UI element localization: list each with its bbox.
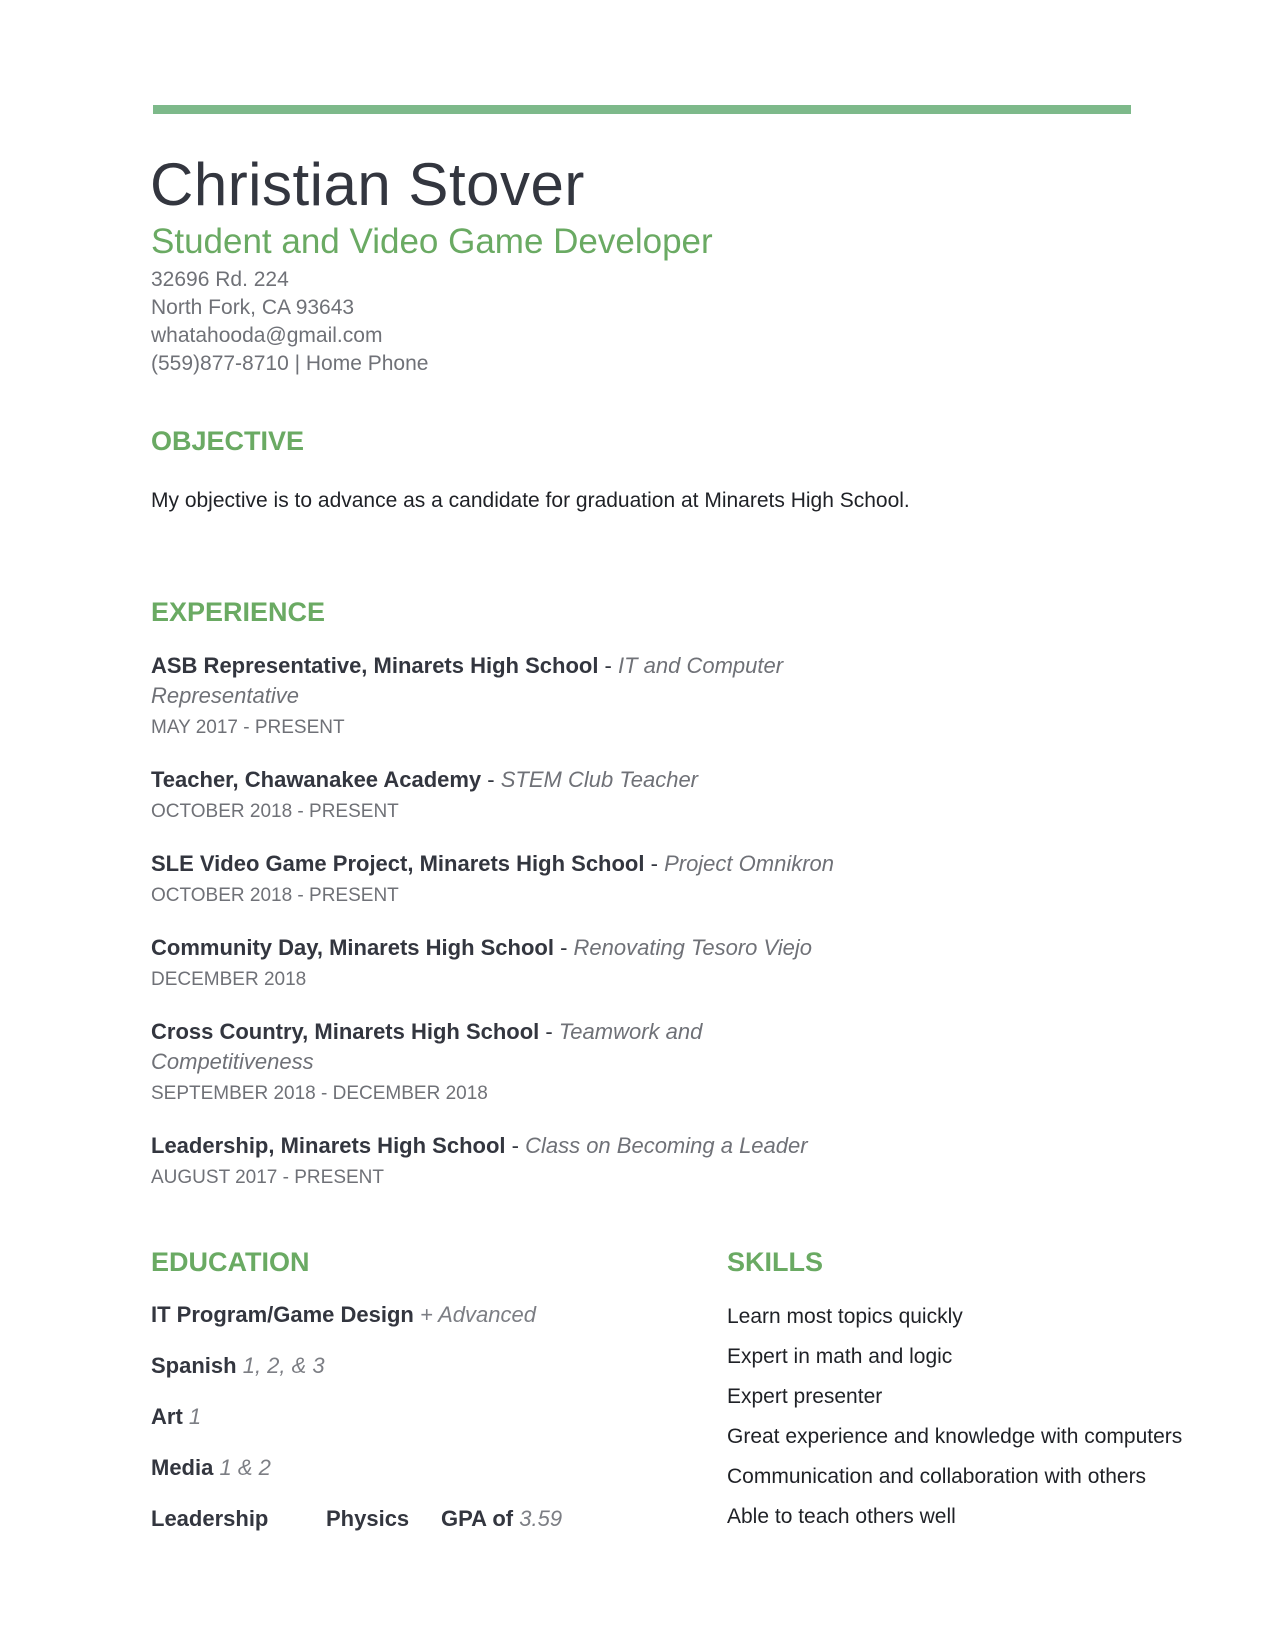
course-name: Media — [151, 1455, 214, 1480]
experience-org: Leadership, Minarets High School — [151, 1133, 506, 1158]
course-name: Spanish — [151, 1353, 237, 1378]
experience-role: Project Omnikron — [664, 851, 835, 876]
course-detail: + Advanced — [419, 1302, 536, 1327]
experience-role: Class on Becoming a Leader — [525, 1133, 808, 1158]
education-item — [151, 1353, 325, 1379]
address-line-1: 32696 Rd. 224 — [151, 268, 289, 291]
candidate-name: Christian Stover — [150, 151, 585, 218]
course-detail: 1 & 2 — [219, 1455, 271, 1480]
skill-item: Communication and collaboration with others — [727, 1465, 1147, 1488]
experience-dates: DECEMBER 2018 — [151, 969, 307, 990]
education-item — [151, 1302, 536, 1328]
gpa-value: 3.59 — [519, 1506, 563, 1531]
skill-item: Learn most topics quickly — [727, 1305, 963, 1328]
experience-item: Cross Country, Minarets High School - Teamwork and Competitiveness SEPTEMBER 2018 - DECEMBER 2018 — [151, 1017, 771, 1105]
experience-role: STEM Club Teacher — [500, 767, 699, 792]
education-item — [151, 1404, 201, 1430]
experience-dates: MAY 2017 - PRESENT — [151, 717, 345, 738]
candidate-title: Student and Video Game Developer — [151, 222, 713, 261]
course-detail: 1, 2, & 3 — [242, 1353, 325, 1378]
experience-org: ASB Representative, Minarets High School — [151, 653, 599, 678]
experience-dates: OCTOBER 2018 - PRESENT — [151, 801, 399, 822]
experience-item: SLE Video Game Project, Minarets High School - Project Omnikron OCTOBER 2018 - PRESENT — [151, 849, 911, 907]
skill-item: Expert presenter — [727, 1385, 883, 1408]
experience-role: Teamwork and Competitiveness — [151, 1019, 703, 1074]
skills-heading: SKILLS — [727, 1247, 824, 1277]
education-course — [326, 1506, 409, 1532]
experience-item: Community Day, Minarets High School - Renovating Tesoro Viejo DECEMBER 2018 — [151, 933, 911, 991]
experience-heading: EXPERIENCE — [151, 597, 326, 627]
course-name: IT Program/Game Design — [151, 1302, 414, 1327]
experience-role: Renovating Tesoro Viejo — [573, 935, 813, 960]
skill-item: Able to teach others well — [727, 1505, 956, 1528]
course-detail: 1 — [188, 1404, 202, 1429]
address-line-2: North Fork, CA 93643 — [151, 296, 355, 319]
experience-org: Teacher, Chawanakee Academy — [151, 767, 482, 792]
experience-org: Community Day, Minarets High School — [151, 935, 554, 960]
gpa-label: GPA of — [441, 1506, 514, 1531]
education-heading: EDUCATION — [151, 1247, 310, 1277]
experience-dates: SEPTEMBER 2018 - DECEMBER 2018 — [151, 1083, 488, 1104]
experience-dates: AUGUST 2017 - PRESENT — [151, 1167, 385, 1188]
experience-role: IT and Computer Representative — [151, 653, 784, 708]
phone: (559)877-8710 | Home Phone — [151, 352, 429, 375]
skill-item: Great experience and knowledge with computers — [727, 1425, 1183, 1448]
experience-org: Cross Country, Minarets High School — [151, 1019, 540, 1044]
experience-item: Teacher, Chawanakee Academy - STEM Club Teacher OCTOBER 2018 - PRESENT — [151, 765, 911, 823]
email: whatahooda@gmail.com — [151, 324, 383, 347]
contact-info — [151, 266, 428, 378]
header-accent-bar — [153, 105, 1131, 114]
gpa — [441, 1506, 562, 1532]
experience-item: ASB Representative, Minarets High School - IT and Computer Representative MAY 2017 - PRESENT — [151, 651, 911, 739]
education-last-row — [151, 1506, 268, 1532]
course-name: Leadership — [151, 1506, 269, 1531]
education-item — [151, 1455, 271, 1481]
experience-item: Leadership, Minarets High School - Class on Becoming a Leader AUGUST 2017 - PRESENT — [151, 1131, 911, 1189]
objective-text: My objective is to advance as a candidate for graduation at Minarets High School. — [151, 489, 910, 512]
course-name: Art — [151, 1404, 183, 1429]
course-name: Physics — [326, 1506, 410, 1531]
skill-item: Expert in math and logic — [727, 1345, 953, 1368]
experience-dates: OCTOBER 2018 - PRESENT — [151, 885, 399, 906]
objective-heading: OBJECTIVE — [151, 426, 305, 456]
experience-org: SLE Video Game Project, Minarets High School — [151, 851, 645, 876]
